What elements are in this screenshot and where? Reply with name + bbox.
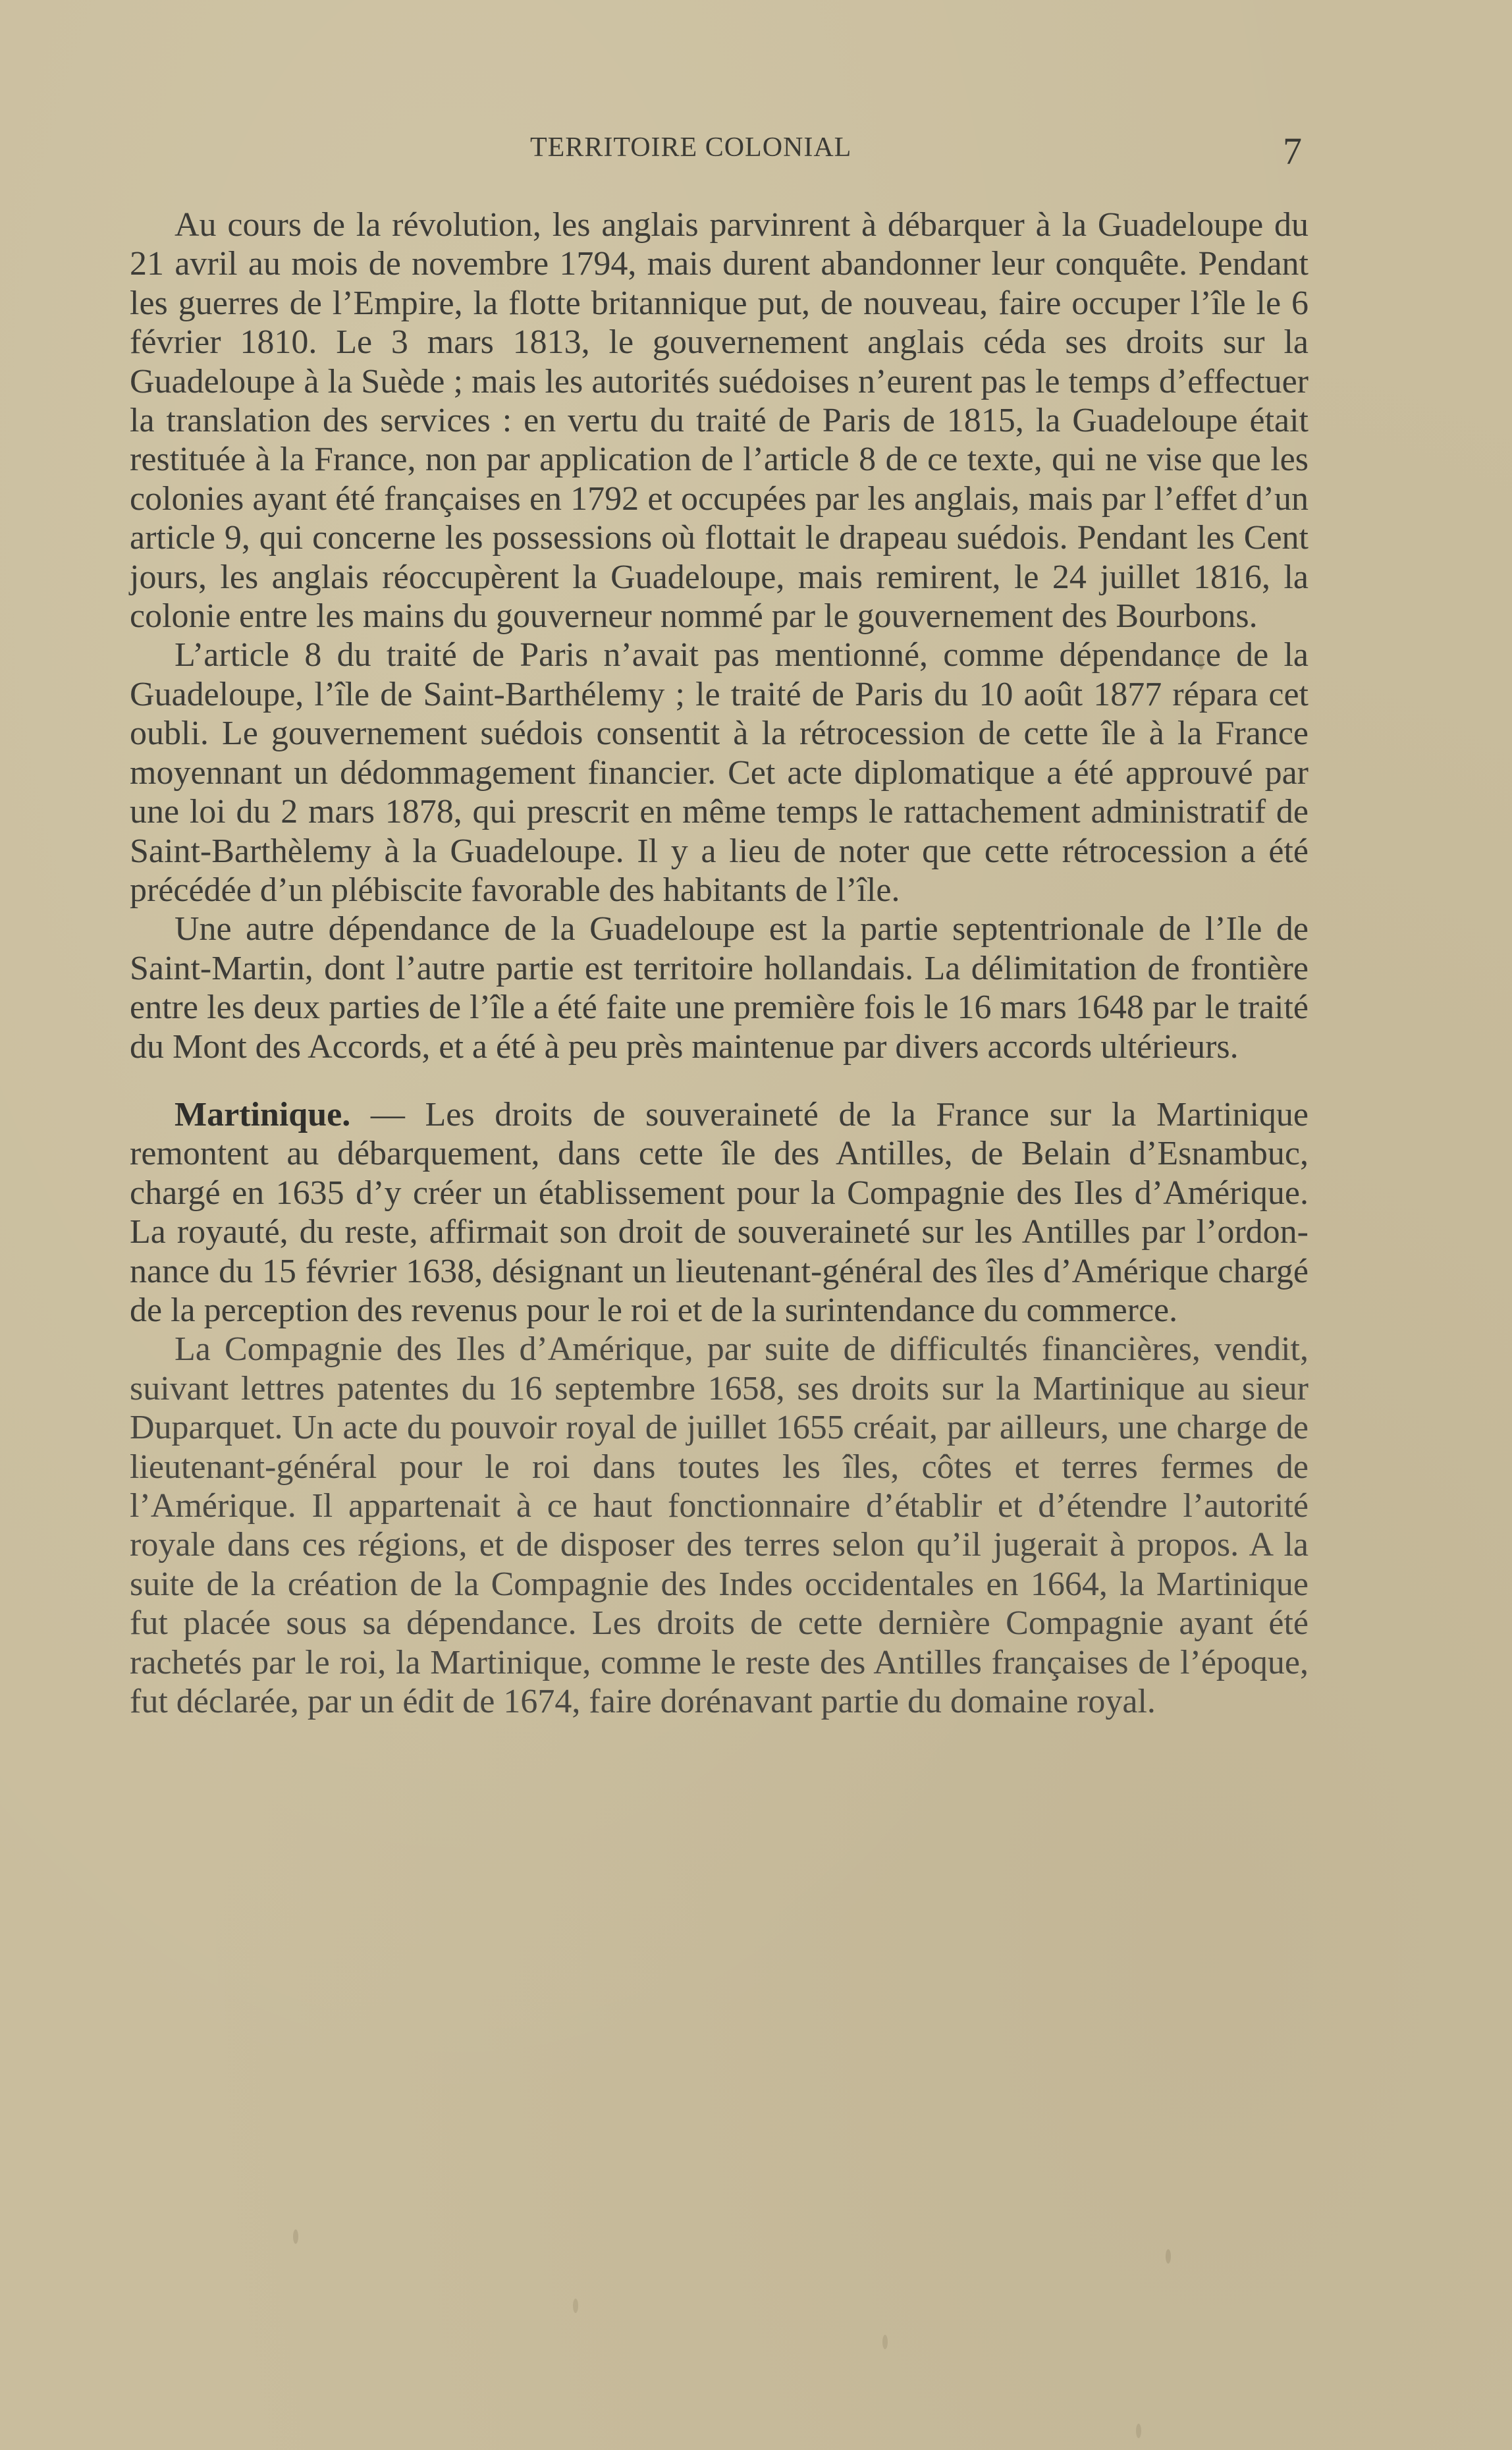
section-title-martinique: Martinique.: [175, 1095, 351, 1133]
section-dash: —: [350, 1095, 425, 1133]
page-body: [130, 205, 1309, 1721]
section-intro-text: Les droits de souveraineté de la France sur la Martinique remontent au débarquement, dans cette île des Antilles, de Belain d’Esnambuc, chargé en 1635 d’y créer un établissement pour la Compagnie des Iles d’Amérique. La royauté, du reste, affirmait son droit de souveraineté sur les Antilles par l’ordonnance du 15 février 1638, désignant un lieutenant-général des îles d’Amérique chargé de la perception des revenus pour le roi et de la surintendance du commerce.: [130, 1095, 1309, 1329]
paragraph-saint-barthelemy: L’article 8 du traité de Paris n’avait pas mentionné, comme dépendance de la Guadeloupe, l’île de Saint-Barthélemy ; le traité de Paris du 10 août 1877 répara cet oubli. Le gouvernement suédois consentit à la rétrocession de cette île à la France moyennant un dédommagement financier. Cet acte diplomatique a été approuvé par une loi du 2 mars 1878, qui prescrit en même temps le rattachement administratif de Saint-Barthèlemy à la Guadeloupe. Il y a lieu de noter que cette rétrocession a été précédée d’un plébiscite favorable des habitants de l’île.: [130, 636, 1309, 909]
paragraph-martinique-intro: [130, 1095, 1309, 1330]
paper-speck: [882, 2335, 888, 2349]
paper-speck: [293, 2229, 298, 2244]
page-number: 7: [1283, 130, 1302, 173]
paragraph-saint-martin: Une autre dépendance de la Guadeloupe est la partie septentrionale de l’Ile de Saint-Martin, dont l’autre partie est territoire hollandais. La délimitation de frontière entre les deux parties de l’île a été faite une première fois le 16 mars 1648 par le traité du Mont des Accords, et a été à peu près maintenue par divers accords ultérieurs.: [130, 910, 1309, 1066]
paper-speck: [1136, 2424, 1141, 2438]
running-title: TERRITOIRE COLONIAL: [530, 132, 852, 163]
paragraph-martinique-compagnie: La Compagnie des Iles d’Amérique, par suite de difficultés financières, vendit, suivant lettres patentes du 16 septembre 1658, ses droits sur la Martinique au sieur Duparquet. Un acte du pouvoir royal de juillet 1655 créait, par ailleurs, une charge de lieutenant-général pour le roi dans toutes les îles, côtes et terres fermes de l’Amérique. Il appartenait à ce haut fonctionnaire d’établir et d’étendre l’autorité royale dans ces régions, et de disposer des terres selon qu’il jugerait à propos. A la suite de la création de la Compagnie des Indes occidentales en 1664, la Martinique fut placée sous sa dépendance. Les droits de cette dernière Compagnie ayant été rachetés par le roi, la Martinique, comme le reste des Antilles françaises de l’époque, fut déclarée, par un édit de 1674, faire dorénavant partie du domaine royal.: [130, 1330, 1309, 1721]
paper-speck: [1166, 2249, 1171, 2264]
paper-speck: [573, 2299, 578, 2313]
paper-speck: [1199, 655, 1204, 670]
paragraph-guadeloupe-history: Au cours de la révolution, les anglais parvinrent à débarquer à la Guadeloupe du 21 avril au mois de novembre 1794, mais durent abandonner leur conquête. Pendant les guerres de l’Empire, la flotte britannique put, de nouveau, faire occuper l’île le 6 février 1810. Le 3 mars 1813, le gouvernement anglais céda ses droits sur la Guadeloupe à la Suède ; mais les autorités suédoises n’eurent pas le temps d’effectuer la translation des services : en vertu du traité de Paris de 1815, la Guadeloupe était restituée à la France, non par application de l’article 8 de ce texte, qui ne vise que les colonies ayant été françaises en 1792 et occupées par les anglais, mais par l’effet d’un article 9, qui concerne les possessions où flottait le drapeau suédois. Pendant les Cent jours, les anglais réoccupèrent la Guadeloupe, mais remirent, le 24 juillet 1816, la colonie entre les mains du gouverneur nommé par le gouvernement des Bourbons.: [130, 206, 1309, 636]
